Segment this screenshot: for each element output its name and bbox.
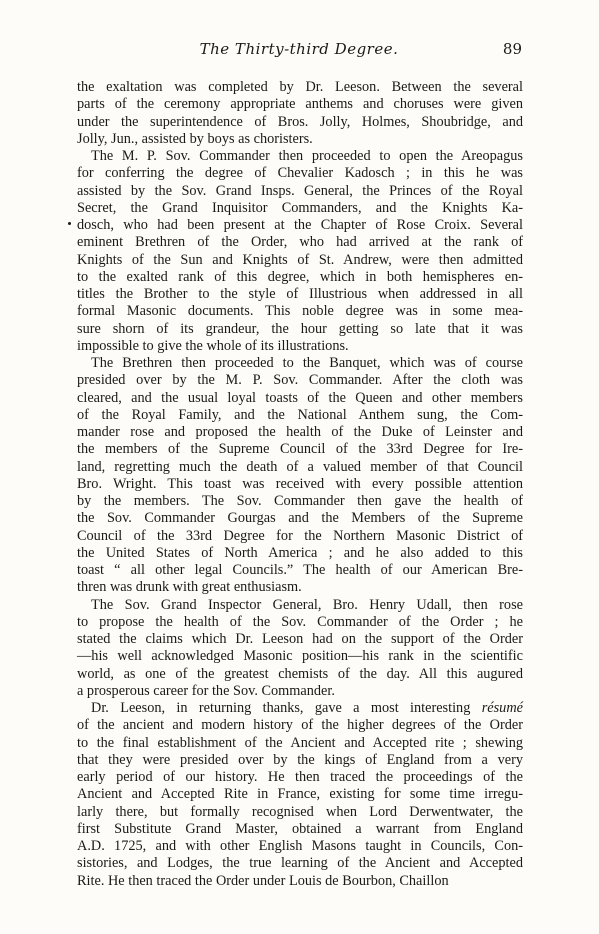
text-line: mander rose and proposed the health of the Duke of Leinster and [77,424,523,440]
text-line: Dr. Leeson, in returning thanks, gave a most interesting résumé [91,700,523,716]
paragraph [77,700,523,890]
text-line: Rite. He then traced the Order under Louis de Bourbon, Chaillon [77,872,449,889]
text-line: impossible to give the whole of its illustrations. [77,337,349,354]
text-line: presided over by the M. P. Sov. Commander. After the cloth was [77,372,523,389]
text-line: Knights of the Sun and Knights of St. Andrew, were then admitted [77,251,523,268]
text-line: cleared, and the usual loyal toasts of the Queen and other members [77,389,523,406]
text-line: to the exalted rank of this degree, which in both hemispheres en- [77,268,523,285]
body-text [77,79,523,890]
text-line: A.D. 1725, and with other English Masons taught in Councils, Con- [77,838,523,854]
paragraph [77,597,523,701]
text-line: stated the claims which Dr. Leeson had on the support of the Order [77,631,523,647]
text-line: land, regretting much the death of a valued member of that Council [77,458,523,475]
text-line: titles the Brother to the style of Illustrious when addressed in all [77,286,523,302]
text-line: early period of our history. He then traced the proceedings of the [77,769,523,785]
text-line: that they were presided over by the kings of England from a very [77,751,523,768]
paragraph [77,148,523,355]
text-line: a prosperous career for the Sov. Commander. [77,682,335,699]
text-line: Council of the 33rd Degree for the Northern Masonic District of [77,527,523,544]
text-line: assisted by the Sov. Grand Insps. General, the Princes of the Royal [77,182,523,199]
text-line: of the ancient and modern history of the higher degrees of the Order [77,717,523,734]
text-line: Secret, the Grand Inquisitor Commanders, and the Knights Ka- [77,199,523,216]
text-line: Jolly, Jun., assisted by boys as choristers. [77,130,313,147]
text-line: sure shorn of its grandeur, the hour getting so late that it was [77,320,523,337]
text-line: world, as one of the greatest chemists of the day. All this augured [77,665,523,682]
text-line: the exaltation was completed by Dr. Leeson. Between the several [77,79,523,95]
page-number: 89 [502,40,522,58]
running-title: The Thirty-third Degree. [199,40,399,58]
text-line: the Sov. Commander Gourgas and the Members of the Supreme [77,510,523,527]
text-line: by the members. The Sov. Commander then gave the health of [77,493,523,509]
text-line: The M. P. Sov. Commander then proceeded to open the Areopagus [91,148,523,164]
text-line: Bro. Wright. This toast was received with every possible attention [77,475,523,492]
text-line: dosch, who had been present at the Chapter of Rose Croix. Several [77,217,523,233]
text-line: sistories, and Lodges, the true learning of the Ancient and Accepted [77,855,523,872]
text-line: —his well acknowledged Masonic position—his rank in the scientific [77,648,523,665]
text-line: for conferring the degree of Chevalier Kadosch ; in this he was [77,165,523,182]
paragraph [77,79,523,148]
text-line: toast “ all other legal Councils.” The health of our American Bre- [77,562,523,578]
text-line: The Sov. Grand Inspector General, Bro. Henry Udall, then rose [91,596,523,613]
text-line: Ancient and Accepted Rite in France, existing for some time irregu- [77,786,523,803]
text-line: the United States of North America ; and he also added to this [77,544,523,561]
running-head [76,40,522,64]
text-line: under the superintendence of Bros. Jolly, Holmes, Shoubridge, and [77,113,523,130]
paragraph [77,355,523,597]
text-line: The Brethren then proceeded to the Banquet, which was of course [91,355,523,371]
text-line: to propose the health of the Sov. Commander of the Order ; he [77,613,523,630]
text-line: thren was drunk with great enthusiasm. [77,579,302,596]
text-line: first Substitute Grand Master, obtained a warrant from England [77,820,523,837]
text-line: of the Royal Family, and the National Anthem sung, the Com- [77,406,523,423]
text-line: to the final establishment of the Ancient and Accepted rite ; shewing [77,734,523,751]
text-line: parts of the ceremony appropriate anthems and choruses were given [77,96,523,113]
text-line: eminent Brethren of the Order, who had arrived at the rank of [77,234,523,251]
text-line: formal Masonic documents. This noble degree was in some mea- [77,303,523,320]
text-line: larly there, but formally recognised when Lord Derwentwater, the [77,803,523,820]
text-line: the members of the Supreme Council of the 33rd Degree for Ire- [77,441,523,458]
margin-dot-mark [68,222,71,225]
